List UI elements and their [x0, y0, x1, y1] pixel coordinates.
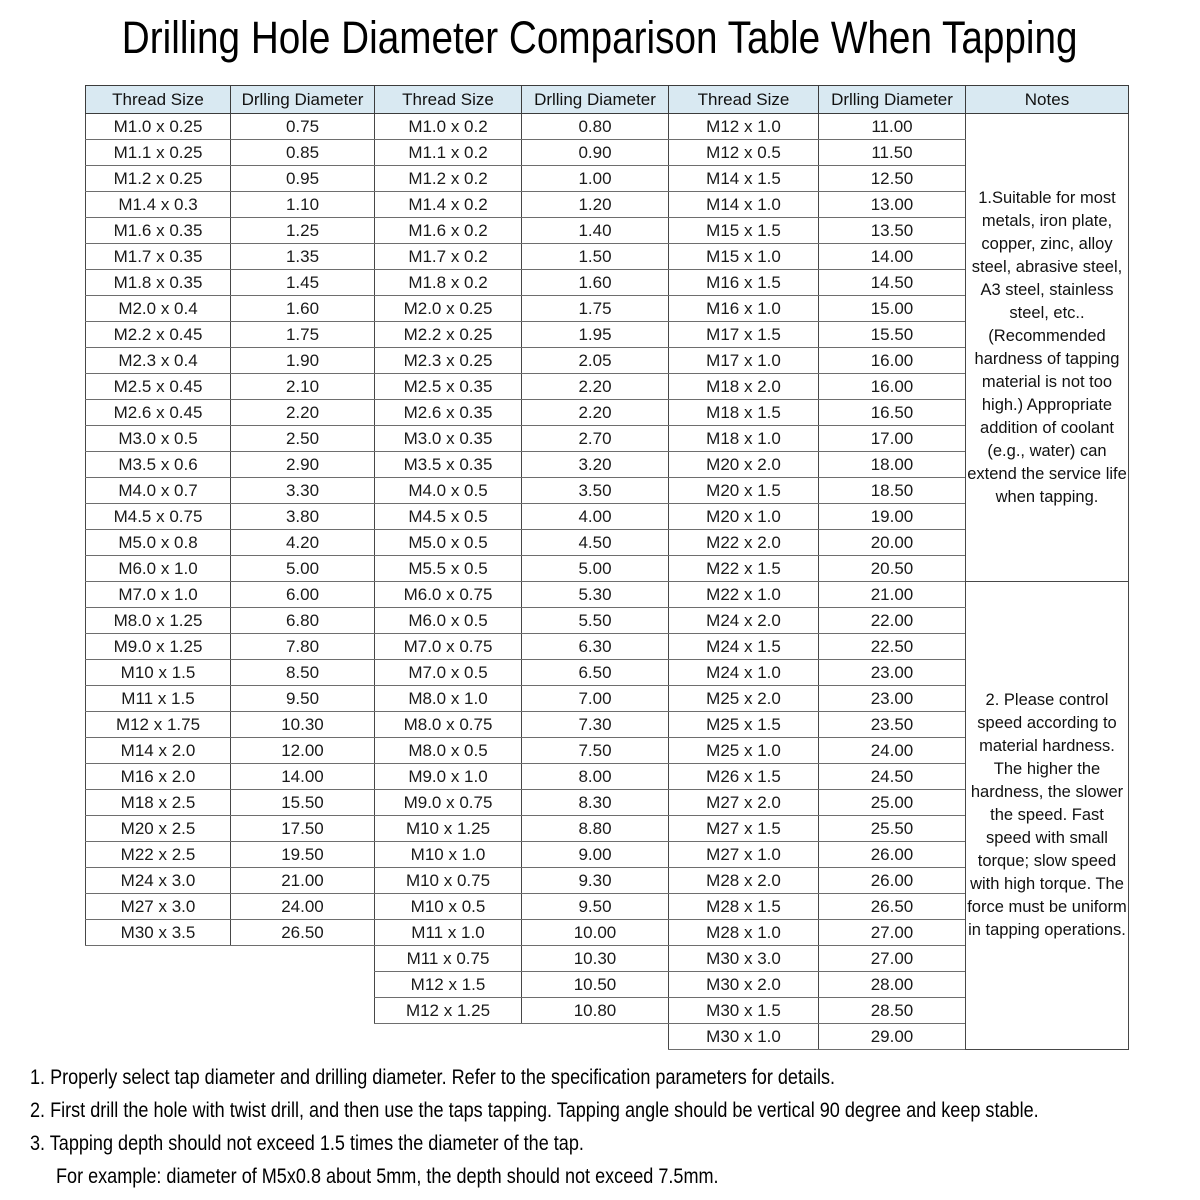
drill-diameter-cell: 9.50	[231, 686, 375, 712]
drill-diameter-cell: 0.95	[231, 166, 375, 192]
drill-diameter-cell: 1.60	[522, 270, 669, 296]
empty-cell	[231, 972, 375, 998]
table-row	[86, 114, 1129, 140]
thread-size-cell: M24 x 3.0	[86, 868, 231, 894]
thread-size-cell: M30 x 1.0	[669, 1024, 819, 1050]
drill-diameter-cell: 2.20	[231, 400, 375, 426]
drill-diameter-cell: 10.80	[522, 998, 669, 1024]
drill-diameter-cell: 15.50	[231, 790, 375, 816]
drill-diameter-cell: 28.50	[819, 998, 966, 1024]
drill-diameter-cell: 24.00	[819, 738, 966, 764]
drill-diameter-cell: 3.30	[231, 478, 375, 504]
thread-size-cell: M18 x 2.0	[669, 374, 819, 400]
thread-size-cell: M24 x 2.0	[669, 608, 819, 634]
drill-diameter-cell: 0.85	[231, 140, 375, 166]
drill-diameter-cell: 10.50	[522, 972, 669, 998]
thread-size-cell: M1.1 x 0.25	[86, 140, 231, 166]
drill-diameter-cell: 1.45	[231, 270, 375, 296]
thread-size-cell: M7.0 x 1.0	[86, 582, 231, 608]
footer-note-text: 3. Tapping depth should not exceed 1.5 times the diameter of the tap.	[30, 1132, 584, 1155]
thread-size-cell: M30 x 3.5	[86, 920, 231, 946]
thread-size-cell: M9.0 x 1.0	[375, 764, 522, 790]
drill-diameter-cell: 1.75	[522, 296, 669, 322]
column-header: Thread Size	[375, 86, 522, 114]
empty-cell	[522, 1024, 669, 1050]
drill-diameter-cell: 2.20	[522, 400, 669, 426]
drill-diameter-cell: 2.50	[231, 426, 375, 452]
thread-size-cell: M25 x 2.0	[669, 686, 819, 712]
thread-size-cell: M30 x 1.5	[669, 998, 819, 1024]
empty-cell	[375, 1024, 522, 1050]
drill-diameter-cell: 6.00	[231, 582, 375, 608]
thread-size-cell: M3.0 x 0.5	[86, 426, 231, 452]
thread-size-cell: M28 x 2.0	[669, 868, 819, 894]
thread-size-cell: M1.2 x 0.2	[375, 166, 522, 192]
thread-size-cell: M10 x 0.5	[375, 894, 522, 920]
thread-size-cell: M2.6 x 0.35	[375, 400, 522, 426]
drill-diameter-cell: 2.20	[522, 374, 669, 400]
notes-cell: 2. Please control speed according to material hardness. The higher the hardness, the slower the speed. Fast speed with small torque; slow speed with high torque. The force must be uniform in tapping operations.	[966, 582, 1129, 1050]
column-header: Drlling Diameter	[522, 86, 669, 114]
drill-diameter-cell: 4.50	[522, 530, 669, 556]
thread-size-cell: M30 x 3.0	[669, 946, 819, 972]
drill-diameter-cell: 5.30	[522, 582, 669, 608]
drill-diameter-cell: 12.50	[819, 166, 966, 192]
drill-diameter-cell: 8.00	[522, 764, 669, 790]
column-header: Thread Size	[669, 86, 819, 114]
column-header: Thread Size	[86, 86, 231, 114]
thread-size-cell: M3.5 x 0.35	[375, 452, 522, 478]
thread-size-cell: M4.0 x 0.5	[375, 478, 522, 504]
thread-size-cell: M14 x 1.5	[669, 166, 819, 192]
drill-diameter-cell: 17.00	[819, 426, 966, 452]
thread-size-cell: M4.5 x 0.75	[86, 504, 231, 530]
thread-size-cell: M1.6 x 0.2	[375, 218, 522, 244]
thread-size-cell: M27 x 3.0	[86, 894, 231, 920]
drill-diameter-cell: 2.70	[522, 426, 669, 452]
thread-size-cell: M22 x 1.0	[669, 582, 819, 608]
thread-size-cell: M16 x 1.5	[669, 270, 819, 296]
drill-diameter-cell: 10.00	[522, 920, 669, 946]
drill-diameter-cell: 26.00	[819, 842, 966, 868]
thread-size-cell: M7.0 x 0.75	[375, 634, 522, 660]
thread-size-cell: M8.0 x 0.75	[375, 712, 522, 738]
thread-size-cell: M10 x 1.25	[375, 816, 522, 842]
thread-size-cell: M18 x 1.5	[669, 400, 819, 426]
thread-size-cell: M28 x 1.5	[669, 894, 819, 920]
drill-diameter-cell: 12.00	[231, 738, 375, 764]
thread-size-cell: M1.7 x 0.35	[86, 244, 231, 270]
empty-cell	[86, 1024, 231, 1050]
thread-size-cell: M4.0 x 0.7	[86, 478, 231, 504]
thread-size-cell: M25 x 1.0	[669, 738, 819, 764]
thread-size-cell: M2.3 x 0.25	[375, 348, 522, 374]
thread-size-cell: M8.0 x 1.0	[375, 686, 522, 712]
thread-size-cell: M1.0 x 0.25	[86, 114, 231, 140]
title-bar	[0, 12, 1200, 64]
thread-size-cell: M24 x 1.5	[669, 634, 819, 660]
drill-diameter-cell: 15.00	[819, 296, 966, 322]
drill-diameter-cell: 10.30	[231, 712, 375, 738]
thread-size-cell: M18 x 2.5	[86, 790, 231, 816]
drill-diameter-cell: 8.50	[231, 660, 375, 686]
footer-note	[30, 1132, 1200, 1158]
thread-size-cell: M12 x 1.0	[669, 114, 819, 140]
drill-diameter-cell: 14.00	[819, 244, 966, 270]
drill-diameter-cell: 23.00	[819, 686, 966, 712]
thread-size-cell: M3.0 x 0.35	[375, 426, 522, 452]
footer-note	[30, 1165, 1200, 1191]
drill-diameter-cell: 25.50	[819, 816, 966, 842]
thread-size-cell: M27 x 1.0	[669, 842, 819, 868]
drill-diameter-cell: 9.00	[522, 842, 669, 868]
thread-size-cell: M9.0 x 0.75	[375, 790, 522, 816]
thread-size-cell: M15 x 1.0	[669, 244, 819, 270]
drill-diameter-cell: 14.00	[231, 764, 375, 790]
drill-diameter-cell: 1.40	[522, 218, 669, 244]
drill-diameter-cell: 8.80	[522, 816, 669, 842]
drill-diameter-cell: 22.50	[819, 634, 966, 660]
thread-size-cell: M11 x 1.0	[375, 920, 522, 946]
column-header: Drlling Diameter	[819, 86, 966, 114]
thread-size-cell: M1.6 x 0.35	[86, 218, 231, 244]
table-header-row	[86, 86, 1129, 114]
column-header: Drlling Diameter	[231, 86, 375, 114]
drill-diameter-cell: 1.50	[522, 244, 669, 270]
empty-cell	[231, 998, 375, 1024]
thread-size-cell: M2.2 x 0.45	[86, 322, 231, 348]
thread-size-cell: M2.6 x 0.45	[86, 400, 231, 426]
drill-diameter-cell: 10.30	[522, 946, 669, 972]
thread-size-cell: M10 x 1.5	[86, 660, 231, 686]
table-row	[86, 582, 1129, 608]
thread-size-cell: M10 x 0.75	[375, 868, 522, 894]
drill-diameter-cell: 13.00	[819, 192, 966, 218]
thread-size-cell: M5.0 x 0.5	[375, 530, 522, 556]
thread-size-cell: M2.3 x 0.4	[86, 348, 231, 374]
drill-diameter-cell: 17.50	[231, 816, 375, 842]
thread-size-cell: M14 x 1.0	[669, 192, 819, 218]
drill-diameter-cell: 25.00	[819, 790, 966, 816]
drill-diameter-cell: 4.00	[522, 504, 669, 530]
drill-diameter-cell: 18.50	[819, 478, 966, 504]
thread-size-cell: M6.0 x 1.0	[86, 556, 231, 582]
drill-diameter-cell: 19.00	[819, 504, 966, 530]
drill-diameter-cell: 14.50	[819, 270, 966, 296]
footer-note-text: 2. First drill the hole with twist drill, and then use the taps tapping. Tapping angle should be vertical 90 degree and keep stable.	[30, 1099, 1039, 1122]
thread-size-cell: M2.5 x 0.35	[375, 374, 522, 400]
drill-diameter-cell: 23.00	[819, 660, 966, 686]
drill-diameter-cell: 27.00	[819, 946, 966, 972]
drill-diameter-cell: 7.30	[522, 712, 669, 738]
drill-diameter-cell: 9.30	[522, 868, 669, 894]
drill-diameter-cell: 16.00	[819, 348, 966, 374]
drill-diameter-cell: 1.00	[522, 166, 669, 192]
thread-size-cell: M18 x 1.0	[669, 426, 819, 452]
drill-diameter-cell: 2.10	[231, 374, 375, 400]
thread-size-cell: M30 x 2.0	[669, 972, 819, 998]
thread-size-cell: M22 x 2.0	[669, 530, 819, 556]
thread-size-cell: M20 x 1.5	[669, 478, 819, 504]
thread-size-cell: M20 x 1.0	[669, 504, 819, 530]
thread-size-cell: M16 x 1.0	[669, 296, 819, 322]
thread-size-cell: M16 x 2.0	[86, 764, 231, 790]
thread-size-cell: M7.0 x 0.5	[375, 660, 522, 686]
drill-diameter-cell: 1.75	[231, 322, 375, 348]
empty-cell	[86, 998, 231, 1024]
drill-diameter-cell: 0.80	[522, 114, 669, 140]
thread-size-cell: M1.0 x 0.2	[375, 114, 522, 140]
empty-cell	[86, 972, 231, 998]
empty-cell	[231, 946, 375, 972]
thread-size-cell: M2.0 x 0.4	[86, 296, 231, 322]
drill-diameter-cell: 24.50	[819, 764, 966, 790]
thread-size-cell: M28 x 1.0	[669, 920, 819, 946]
drill-diameter-cell: 9.50	[522, 894, 669, 920]
thread-size-cell: M17 x 1.5	[669, 322, 819, 348]
thread-size-cell: M8.0 x 1.25	[86, 608, 231, 634]
drill-diameter-cell: 3.50	[522, 478, 669, 504]
drill-diameter-cell: 26.50	[231, 920, 375, 946]
thread-size-cell: M17 x 1.0	[669, 348, 819, 374]
drill-diameter-cell: 3.80	[231, 504, 375, 530]
thread-size-cell: M22 x 1.5	[669, 556, 819, 582]
thread-size-cell: M12 x 1.75	[86, 712, 231, 738]
thread-size-cell: M22 x 2.5	[86, 842, 231, 868]
thread-size-cell: M5.0 x 0.8	[86, 530, 231, 556]
footer-note	[30, 1099, 1200, 1125]
footer-notes	[30, 1066, 1200, 1198]
drill-diameter-cell: 7.50	[522, 738, 669, 764]
thread-size-cell: M1.2 x 0.25	[86, 166, 231, 192]
thread-size-cell: M1.7 x 0.2	[375, 244, 522, 270]
thread-size-cell: M6.0 x 0.5	[375, 608, 522, 634]
drill-diameter-cell: 13.50	[819, 218, 966, 244]
drill-diameter-cell: 11.00	[819, 114, 966, 140]
thread-size-cell: M5.5 x 0.5	[375, 556, 522, 582]
drill-diameter-cell: 1.20	[522, 192, 669, 218]
drill-diameter-cell: 1.10	[231, 192, 375, 218]
drill-diameter-cell: 27.00	[819, 920, 966, 946]
drill-diameter-cell: 21.00	[231, 868, 375, 894]
thread-size-cell: M20 x 2.0	[669, 452, 819, 478]
drill-diameter-cell: 18.00	[819, 452, 966, 478]
thread-size-cell: M12 x 1.25	[375, 998, 522, 1024]
thread-size-cell: M8.0 x 0.5	[375, 738, 522, 764]
drill-diameter-cell: 1.25	[231, 218, 375, 244]
drill-diameter-cell: 29.00	[819, 1024, 966, 1050]
drill-diameter-cell: 6.80	[231, 608, 375, 634]
thread-size-cell: M11 x 1.5	[86, 686, 231, 712]
thread-size-cell: M9.0 x 1.25	[86, 634, 231, 660]
thread-size-cell: M1.4 x 0.3	[86, 192, 231, 218]
empty-cell	[231, 1024, 375, 1050]
drill-diameter-cell: 5.00	[522, 556, 669, 582]
thread-size-cell: M25 x 1.5	[669, 712, 819, 738]
drill-diameter-cell: 0.90	[522, 140, 669, 166]
page-title: Drilling Hole Diameter Comparison Table When Tapping	[122, 12, 1078, 63]
drill-diameter-cell: 5.50	[522, 608, 669, 634]
thread-size-cell: M11 x 0.75	[375, 946, 522, 972]
thread-size-cell: M27 x 1.5	[669, 816, 819, 842]
drill-diameter-cell: 7.80	[231, 634, 375, 660]
thread-size-cell: M3.5 x 0.6	[86, 452, 231, 478]
thread-size-cell: M15 x 1.5	[669, 218, 819, 244]
thread-size-cell: M1.8 x 0.35	[86, 270, 231, 296]
footer-note-text: For example: diameter of M5x0.8 about 5mm, the depth should not exceed 7.5mm.	[56, 1165, 719, 1188]
thread-size-cell: M2.2 x 0.25	[375, 322, 522, 348]
drill-diameter-cell: 26.00	[819, 868, 966, 894]
drill-diameter-cell: 2.90	[231, 452, 375, 478]
drill-diameter-cell: 20.00	[819, 530, 966, 556]
drill-diameter-cell: 8.30	[522, 790, 669, 816]
drill-diameter-cell: 4.20	[231, 530, 375, 556]
footer-note-text: 1. Properly select tap diameter and drilling diameter. Refer to the specification parameters for details.	[30, 1066, 836, 1089]
drill-diameter-cell: 1.35	[231, 244, 375, 270]
drill-diameter-cell: 22.00	[819, 608, 966, 634]
drill-diameter-cell: 1.90	[231, 348, 375, 374]
thread-size-cell: M4.5 x 0.5	[375, 504, 522, 530]
drill-diameter-cell: 28.00	[819, 972, 966, 998]
empty-cell	[86, 946, 231, 972]
drill-diameter-cell: 11.50	[819, 140, 966, 166]
thread-size-cell: M12 x 1.5	[375, 972, 522, 998]
drill-diameter-cell: 19.50	[231, 842, 375, 868]
column-header: Notes	[966, 86, 1129, 114]
thread-size-cell: M27 x 2.0	[669, 790, 819, 816]
thread-size-cell: M6.0 x 0.75	[375, 582, 522, 608]
drill-diameter-cell: 16.00	[819, 374, 966, 400]
thread-size-cell: M1.1 x 0.2	[375, 140, 522, 166]
drill-diameter-cell: 1.60	[231, 296, 375, 322]
drill-diameter-cell: 16.50	[819, 400, 966, 426]
drill-diameter-cell: 6.50	[522, 660, 669, 686]
thread-size-cell: M1.4 x 0.2	[375, 192, 522, 218]
drill-diameter-cell: 2.05	[522, 348, 669, 374]
thread-size-cell: M2.5 x 0.45	[86, 374, 231, 400]
tapping-table	[85, 85, 1129, 1050]
drill-diameter-cell: 0.75	[231, 114, 375, 140]
drill-diameter-cell: 3.20	[522, 452, 669, 478]
thread-size-cell: M14 x 2.0	[86, 738, 231, 764]
drill-diameter-cell: 24.00	[231, 894, 375, 920]
thread-size-cell: M26 x 1.5	[669, 764, 819, 790]
drill-diameter-cell: 5.00	[231, 556, 375, 582]
thread-size-cell: M1.8 x 0.2	[375, 270, 522, 296]
drill-diameter-cell: 7.00	[522, 686, 669, 712]
thread-size-cell: M10 x 1.0	[375, 842, 522, 868]
thread-size-cell: M24 x 1.0	[669, 660, 819, 686]
drill-diameter-cell: 1.95	[522, 322, 669, 348]
drill-diameter-cell: 21.00	[819, 582, 966, 608]
notes-cell: 1.Suitable for most metals, iron plate, copper, zinc, alloy steel, abrasive steel, A3 steel, stainless steel, etc..(Recommended hardness of tapping material is not too high.) Appropriate addition of coolant (e.g., water) can extend the service life when tapping.	[966, 114, 1129, 582]
drill-diameter-cell: 26.50	[819, 894, 966, 920]
drill-diameter-cell: 20.50	[819, 556, 966, 582]
thread-size-cell: M2.0 x 0.25	[375, 296, 522, 322]
drill-diameter-cell: 23.50	[819, 712, 966, 738]
thread-size-cell: M12 x 0.5	[669, 140, 819, 166]
drill-diameter-cell: 15.50	[819, 322, 966, 348]
footer-note	[30, 1066, 1200, 1092]
drill-diameter-cell: 6.30	[522, 634, 669, 660]
thread-size-cell: M20 x 2.5	[86, 816, 231, 842]
